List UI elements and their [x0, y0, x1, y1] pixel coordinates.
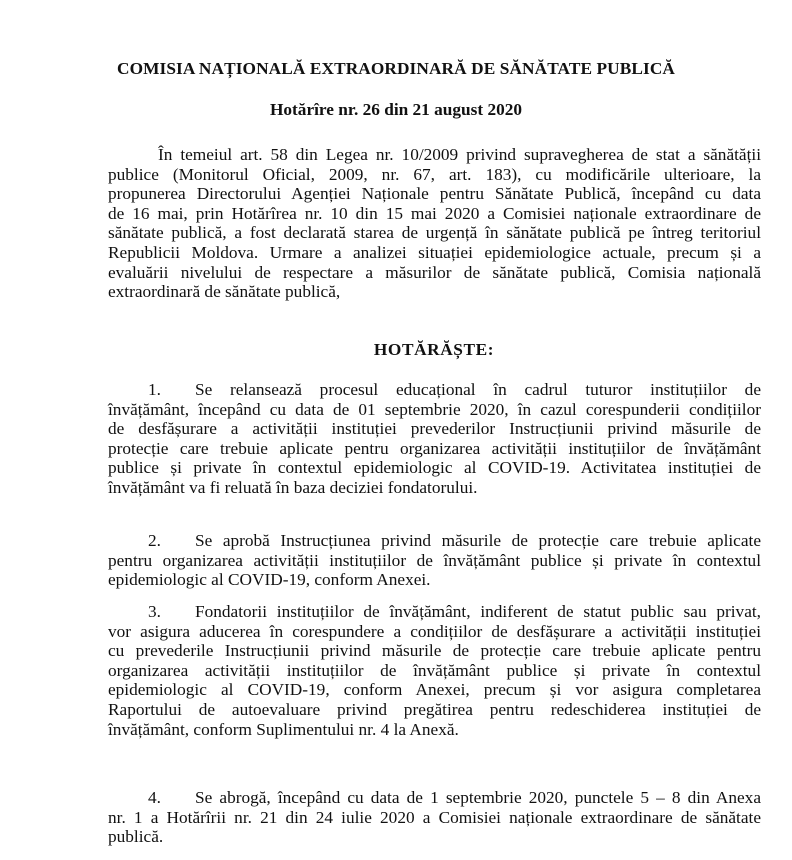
item-number: 1.: [148, 380, 161, 399]
item-line: protecție care trebuie aplicate pentru organizarea activității instituțiilor de învățământ: [108, 438, 761, 458]
item-line: cu prevederile Instrucțiunii privind măsurile de protecție care trebuie aplicate pentru: [108, 641, 761, 661]
preamble-line: Republicii Moldova. Urmare a analizei situației epidemiologice actuale, precum și a: [108, 242, 761, 262]
decision-item-3: [108, 602, 761, 739]
item-line: Se aprobă Instrucțiunea privind măsurile de protecție care trebuie aplicate: [195, 531, 761, 550]
item-line: învățământ, conform Suplimentului nr. 4 la Anexă.: [108, 719, 459, 739]
item-number: 4.: [148, 788, 161, 807]
preamble-paragraph: [108, 145, 761, 302]
decision-item-2: [108, 531, 761, 590]
item-line: publică.: [108, 827, 164, 847]
item-line: epidemiologic al COVID-19, conform Anexei.: [108, 570, 431, 590]
decision-item-1: [108, 380, 761, 498]
item-line: vor asigura aducerea în corespundere a condițiilor de desfășurare a activității instituției: [108, 621, 761, 641]
item-first-line: [108, 531, 761, 551]
decides-heading: HOTĂRĂȘTE:: [373, 340, 495, 359]
item-line: Fondatorii instituțiilor de învățământ, indiferent de statut public sau privat,: [195, 602, 761, 621]
item-line: învățământ, începând cu data de 01 septembrie 2020, în cazul corespunderii condițiilor: [108, 399, 761, 419]
item-line: organizarea activității instituțiilor de învățământ publice și private în contextul: [108, 660, 761, 680]
preamble-line: propunerea Directorului Agenției Naționale pentru Sănătate Publică, începând cu data: [108, 184, 761, 204]
item-line: învățământ va fi reluată în baza deciziei fondatorului.: [108, 477, 478, 497]
preamble-line: În temeiul art. 58 din Legea nr. 10/2009 privind supravegherea de stat a sănătății: [158, 145, 761, 164]
preamble-line: evaluării nivelului de respectare a măsurilor de sănătate publică, Comisia națională: [108, 262, 761, 282]
decision-number: Hotărîre nr. 26 din 21 august 2020: [269, 100, 523, 119]
item-line: publice și private în contextul epidemiologic al COVID-19. Activitatea instituției de: [108, 458, 761, 478]
item-line: nr. 1 a Hotărîrii nr. 21 din 24 iulie 2020 a Comisiei naționale extraordinare de sănătate: [108, 807, 761, 827]
preamble-line: sănătate publică, a fost declarată starea de urgență în sănătate publică pe întreg teritoriul: [108, 223, 761, 243]
document-title: COMISIA NAȚIONALĂ EXTRAORDINARĂ DE SĂNĂTATE PUBLICĂ: [116, 59, 675, 78]
item-first-line: [108, 380, 761, 400]
item-first-line: [108, 788, 761, 808]
item-line: Raportului de autoevaluare privind pregătirea pentru redeschiderea instituției de: [108, 699, 761, 719]
preamble-line: de 16 mai, prin Hotărîrea nr. 10 din 15 mai 2020 a Comisiei naționale extraordinare de: [108, 203, 761, 223]
item-line: Se abrogă, începând cu data de 1 septembrie 2020, punctele 5 – 8 din Anexa: [195, 788, 761, 807]
preamble-line: extraordinară de sănătate publică,: [108, 282, 341, 302]
item-number: 3.: [148, 602, 161, 621]
item-line: pentru organizarea activității instituțiilor de învățământ publice și private în contextul: [108, 550, 761, 570]
item-first-line: [108, 602, 761, 622]
item-line: de desfășurare a activității instituției prevederilor Instrucțiunii privind măsurile de: [108, 419, 761, 439]
decision-item-4: [108, 788, 761, 847]
item-line: Se relansează procesul educațional în cadrul tuturor instituțiilor de: [195, 380, 761, 399]
item-line: epidemiologic al COVID-19, conform Anexei, precum și vor asigura completarea: [108, 680, 761, 700]
preamble-line: publice (Monitorul Oficial, 2009, nr. 67, art. 183), cu modificările ulterioare, la: [108, 164, 761, 184]
item-number: 2.: [148, 531, 161, 550]
